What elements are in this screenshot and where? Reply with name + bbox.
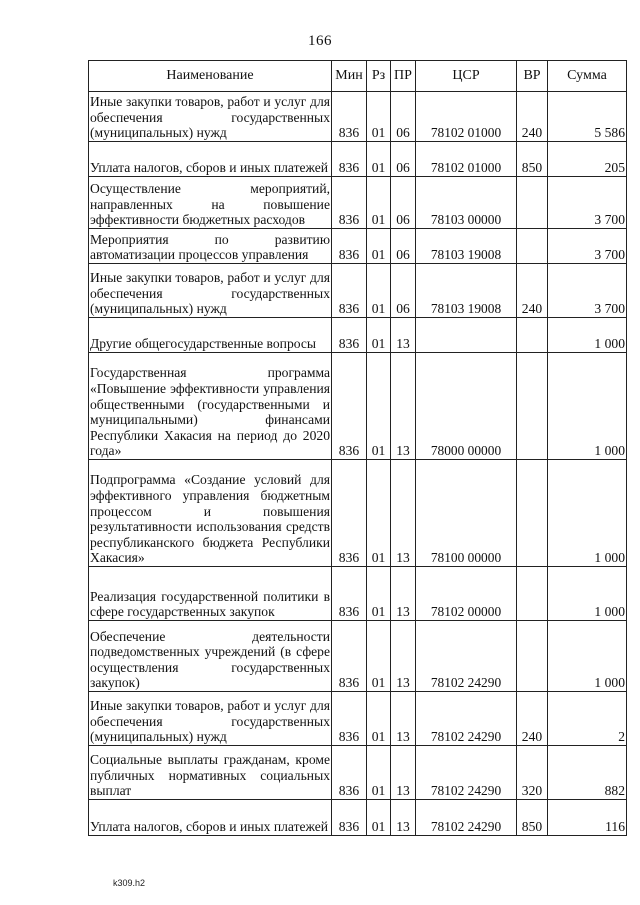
page-number: 166 [308, 33, 332, 49]
row-name: Иные закупки товаров, работ и услуг для обеспечения государственных (муниципальных) нужд [89, 264, 332, 318]
row-name: Государственная программа «Повышение эффективности управления общественными (государственными и муниципальными) финансами Республики Хакасия на период до 2020 года» [89, 353, 332, 460]
row-pr: 13 [391, 353, 416, 460]
row-sum: 2 [548, 692, 627, 746]
row-name: Подпрограмма «Создание условий для эффективного управления бюджетным процессом и повышения результативности использования средств республиканского бюджета Республики Хакасия» [89, 460, 332, 567]
row-pr: 06 [391, 229, 416, 264]
row-name: Социальные выплаты гражданам, кроме публичных нормативных социальных выплат [89, 746, 332, 800]
row-pr: 13 [391, 318, 416, 353]
row-min: 836 [332, 460, 367, 567]
table-row [89, 746, 627, 800]
header-pr: ПР [391, 61, 416, 92]
row-sum: 1 000 [548, 460, 627, 567]
header-sum: Сумма [548, 61, 627, 92]
table-row [89, 177, 627, 229]
row-min: 836 [332, 177, 367, 229]
budget-table [88, 60, 627, 836]
row-pr: 13 [391, 800, 416, 836]
row-sum: 5 586 [548, 92, 627, 142]
row-vr: 850 [517, 142, 548, 177]
row-csr: 78103 19008 [416, 229, 517, 264]
table-row [89, 800, 627, 836]
row-rz: 01 [367, 621, 391, 692]
row-min: 836 [332, 621, 367, 692]
row-csr: 78102 24290 [416, 746, 517, 800]
row-csr: 78103 00000 [416, 177, 517, 229]
table-row [89, 692, 627, 746]
table-row [89, 353, 627, 460]
footer-code: k309.h2 [113, 878, 146, 888]
table-row [89, 318, 627, 353]
header-vr: ВР [517, 61, 548, 92]
row-min: 836 [332, 229, 367, 264]
row-vr: 240 [517, 692, 548, 746]
table-header-row [89, 61, 627, 92]
row-name: Мероприятия по развитию автоматизации процессов управления [89, 229, 332, 264]
row-rz: 01 [367, 264, 391, 318]
table-row [89, 621, 627, 692]
row-csr: 78103 19008 [416, 264, 517, 318]
row-csr: 78102 00000 [416, 567, 517, 621]
row-csr: 78102 24290 [416, 800, 517, 836]
row-min: 836 [332, 264, 367, 318]
row-vr [517, 460, 548, 567]
row-csr: 78102 01000 [416, 92, 517, 142]
row-csr: 78000 00000 [416, 353, 517, 460]
row-csr: 78102 24290 [416, 692, 517, 746]
row-name: Другие общегосударственные вопросы [89, 318, 332, 353]
header-min: Мин [332, 61, 367, 92]
table-row [89, 460, 627, 567]
row-vr [517, 621, 548, 692]
row-name: Иные закупки товаров, работ и услуг для обеспечения государственных (муниципальных) нужд [89, 92, 332, 142]
row-pr: 06 [391, 177, 416, 229]
row-sum: 3 700 [548, 177, 627, 229]
row-csr: 78102 01000 [416, 142, 517, 177]
row-min: 836 [332, 692, 367, 746]
row-rz: 01 [367, 142, 391, 177]
row-sum: 1 000 [548, 621, 627, 692]
row-name: Обеспечение деятельности подведомственных учреждений (в сфере осуществления государственных закупок) [89, 621, 332, 692]
row-rz: 01 [367, 353, 391, 460]
row-name: Осуществление мероприятий, направленных на повышение эффективности бюджетных расходов [89, 177, 332, 229]
row-vr [517, 229, 548, 264]
row-sum: 1 000 [548, 567, 627, 621]
row-rz: 01 [367, 800, 391, 836]
row-csr [416, 318, 517, 353]
row-vr: 240 [517, 264, 548, 318]
row-pr: 06 [391, 92, 416, 142]
row-sum: 116 [548, 800, 627, 836]
row-rz: 01 [367, 92, 391, 142]
header-csr: ЦСР [416, 61, 517, 92]
row-min: 836 [332, 746, 367, 800]
table-row [89, 92, 627, 142]
row-vr [517, 177, 548, 229]
row-pr: 13 [391, 460, 416, 567]
row-rz: 01 [367, 460, 391, 567]
row-pr: 06 [391, 264, 416, 318]
row-min: 836 [332, 800, 367, 836]
header-name: Наименование [89, 61, 332, 92]
row-name: Уплата налогов, сборов и иных платежей [89, 142, 332, 177]
row-name: Уплата налогов, сборов и иных платежей [89, 800, 332, 836]
row-min: 836 [332, 353, 367, 460]
table-row [89, 264, 627, 318]
table-row [89, 567, 627, 621]
row-min: 836 [332, 142, 367, 177]
row-min: 836 [332, 567, 367, 621]
row-rz: 01 [367, 567, 391, 621]
row-vr: 240 [517, 92, 548, 142]
row-min: 836 [332, 92, 367, 142]
row-sum: 3 700 [548, 264, 627, 318]
row-rz: 01 [367, 692, 391, 746]
row-rz: 01 [367, 318, 391, 353]
row-vr [517, 318, 548, 353]
row-sum: 882 [548, 746, 627, 800]
table-row [89, 229, 627, 264]
row-rz: 01 [367, 177, 391, 229]
header-rz: Рз [367, 61, 391, 92]
row-name: Иные закупки товаров, работ и услуг для обеспечения государственных (муниципальных) нужд [89, 692, 332, 746]
row-rz: 01 [367, 229, 391, 264]
row-pr: 13 [391, 621, 416, 692]
row-sum: 1 000 [548, 353, 627, 460]
row-pr: 13 [391, 746, 416, 800]
row-pr: 13 [391, 692, 416, 746]
row-sum: 205 [548, 142, 627, 177]
row-vr: 850 [517, 800, 548, 836]
row-vr [517, 567, 548, 621]
row-sum: 1 000 [548, 318, 627, 353]
row-csr: 78102 24290 [416, 621, 517, 692]
row-rz: 01 [367, 746, 391, 800]
table-row [89, 142, 627, 177]
row-min: 836 [332, 318, 367, 353]
row-pr: 13 [391, 567, 416, 621]
row-vr: 320 [517, 746, 548, 800]
row-pr: 06 [391, 142, 416, 177]
row-sum: 3 700 [548, 229, 627, 264]
row-name: Реализация государственной политики в сфере государственных закупок [89, 567, 332, 621]
row-csr: 78100 00000 [416, 460, 517, 567]
row-vr [517, 353, 548, 460]
